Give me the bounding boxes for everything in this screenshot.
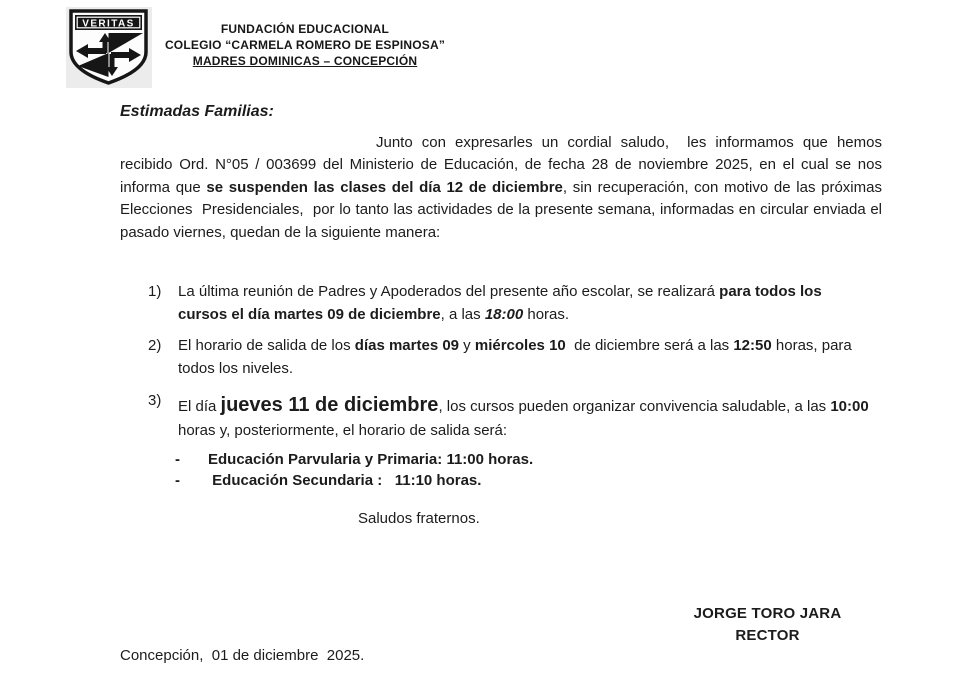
text-run: El día — [178, 398, 221, 415]
signatory-name: JORGE TORO JARA — [693, 605, 842, 622]
veritas-banner-label: VERITAS — [82, 18, 135, 30]
text-run: 18:00 — [484, 305, 524, 323]
text-run: Junto con expresarles un cordial saludo, les informamos que hemos recibido Ord. N°05 / 003699 del Ministerio de Educación, de fecha 28 de noviembre 2025, en el cual se nos informa que — [120, 134, 887, 196]
text-run: miércoles 10 — [474, 337, 566, 354]
text-run: para todos los cursos el día martes 09 de diciembre — [178, 283, 826, 323]
text-run: horas. — [523, 305, 570, 323]
item-number-1: 1) — [148, 283, 162, 300]
text-run: La última reunión de Padres y Apoderados del presente año escolar, se realizará — [178, 283, 720, 300]
text-run: , los cursos pueden organizar convivencia saludable, a las — [438, 398, 831, 415]
signatory-title: RECTOR — [735, 627, 800, 644]
text-run: , sin recuperación, con motivo de las próximas Elecciones Presidenciales, por lo tanto las actividades de la presente semana, informadas en circular enviada el pasado viernes, quedan de la siguiente manera: — [120, 178, 887, 241]
letterhead — [115, 21, 495, 69]
salutation: Estimadas Familias: — [120, 103, 274, 120]
item-number-3: 3) — [148, 392, 162, 409]
text-run: , a las — [440, 305, 485, 323]
text-run: horas, para todos los niveles. — [178, 337, 856, 377]
text-run: Educación Parvularia y Primaria: 11:00 horas. — [208, 451, 534, 468]
congregation-name: MADRES DOMINICAS – CONCEPCIÓN — [192, 54, 418, 68]
foundation-name: FUNDACIÓN EDUCACIONAL — [220, 22, 390, 36]
text-run: y — [459, 337, 475, 354]
sub-item-2 — [175, 470, 875, 491]
sub-item-text-1 — [208, 449, 875, 470]
dateline: Concepción, 01 de diciembre 2025. — [120, 647, 365, 664]
dash-bullet: - — [175, 472, 180, 489]
item-text-3 — [178, 390, 873, 443]
signature-block — [645, 603, 890, 647]
list-item-3 — [148, 390, 873, 443]
text-run: Educación Secundaria : 11:10 horas. — [208, 472, 482, 489]
dash-bullet: - — [175, 451, 180, 468]
school-name: COLEGIO “CARMELA ROMERO DE ESPINOSA” — [164, 38, 446, 52]
text-run: 12:50 — [733, 337, 772, 354]
closing-line: Saludos fraternos. — [358, 510, 480, 527]
sub-item-text-2 — [208, 470, 875, 491]
list-item-2 — [148, 335, 870, 380]
intro-paragraph — [120, 132, 887, 244]
text-run: horas y, posteriormente, el horario de salida será: — [178, 398, 873, 439]
sub-item-1 — [175, 449, 875, 470]
item-number-2: 2) — [148, 337, 162, 354]
list-item-1 — [148, 281, 870, 326]
item-text-2 — [178, 335, 870, 380]
text-run: de diciembre será a las — [565, 337, 734, 354]
text-run: jueves 11 de diciembre — [220, 394, 439, 416]
text-run: 10:00 — [830, 398, 869, 415]
text-run: se suspenden las clases del día 12 de diciembre — [206, 178, 563, 196]
text-run: días martes 09 — [354, 337, 460, 354]
text-run: El horario de salida de los — [178, 337, 355, 354]
item-text-1 — [178, 281, 870, 326]
